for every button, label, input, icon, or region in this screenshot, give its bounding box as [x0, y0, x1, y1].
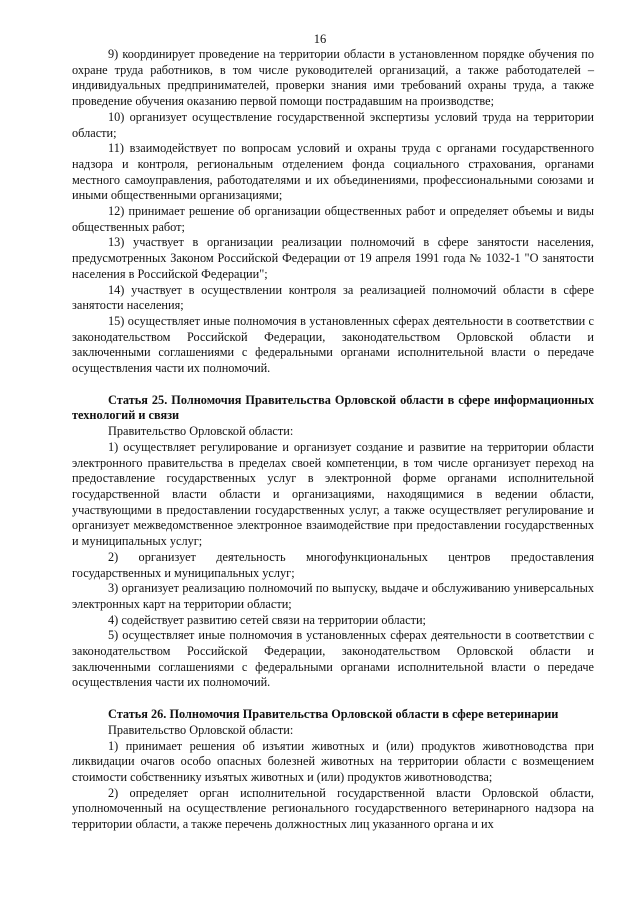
list-item: 2) определяет орган исполнительной государственной власти Орловской области, уполномоченный на осуществление регионального государственного ветеринарного надзора на территории области, а также перечень должностных лиц указанного органа и их: [72, 785, 594, 832]
article-25-intro: Правительство Орловской области:: [108, 424, 294, 439]
list-item: 15) осуществляет иные полномочия в установленных сферах деятельности в соответствии с законодательством Российской Федерации, законодательством Орловской области и заключенными соглашениями с федеральными органами исполнительной власти о передаче осуществления части их полномочий.: [72, 313, 594, 376]
list-item: 3) организует реализацию полномочий по выпуску, выдаче и обслуживанию универсальных электронных карт на территории области;: [72, 581, 594, 611]
list-item: 1) осуществляет регулирование и организует создание и развитие на территории области электронного правительства в пределах своей компетенции, в том числе организует переход на предоставление государственных услуг в электронной форме органами исполнительной государственной власти области и организациями, находящимися в ведении области, участвующими в предоставлении государственных услуг, а также осуществляет регулирование и организует межведомственное электронное взаимодействие при предоставлении государственных и муниципальных услуг;: [72, 439, 594, 549]
list-item: 1) принимает решения об изъятии животных и (или) продуктов животноводства при ликвидации очагов особо опасных болезней животных на территории области с возмещением стоимости собственнику изъятых животных и (или) продуктов животноводства;: [72, 738, 594, 784]
list-item: 2) организует деятельность многофункциональных центров предоставления государственных и муниципальных услуг;: [72, 549, 594, 580]
list-item: 11) взаимодействует по вопросам условий и охраны труда с органами государственного надзора и контроля, региональным отделением фонда социального страхования, органами местного самоуправления, работодателями и их объединениями, профессиональными союзами и иными общественными организациями;: [72, 141, 594, 203]
list-item: 9) координирует проведение на территории области в установленном порядке обучения по охране труда работников, в том числе руководителей организаций, а также работодателей – индивидуальных предпринимателей, проверки знания ими требований охраны труда, а также проведение обучения оказанию первой помощи пострадавшим на производстве;: [72, 47, 594, 109]
list-item: 5) осуществляет иные полномочия в установленных сферах деятельности в соответствии с законодательством Российской Федерации, законодательством Орловской области и заключенными соглашениями с федеральными органами исполнительной власти о передаче осуществления части их полномочий.: [72, 628, 594, 690]
list-item: 10) организует осуществление государственной экспертизы условий труда на территории области;: [72, 109, 594, 140]
list-item: 4) содействует развитию сетей связи на территории области;: [108, 612, 426, 627]
list-item: 12) принимает решение об организации общественных работ и определяет объемы и виды общественных работ;: [72, 204, 594, 234]
document-body: [72, 47, 594, 833]
article-25-heading: Статья 25. Полномочия Правительства Орловской области в сфере информационных технологий и связи: [72, 392, 594, 423]
list-item: 13) участвует в организации реализации полномочий в сфере занятости населения, предусмотренных Законом Российской Федерации от 19 апреля 1991 года № 1032-1 "О занятости населения в Российской Федерации";: [72, 235, 594, 281]
article-26-intro: Правительство Орловской области:: [108, 722, 294, 737]
article-26-heading: Статья 26. Полномочия Правительства Орловской области в сфере ветеринарии: [108, 707, 559, 722]
page-number: 16: [313, 32, 327, 46]
list-item: 14) участвует в осуществлении контроля за реализацией полномочий области в сфере занятости населения;: [72, 282, 594, 313]
